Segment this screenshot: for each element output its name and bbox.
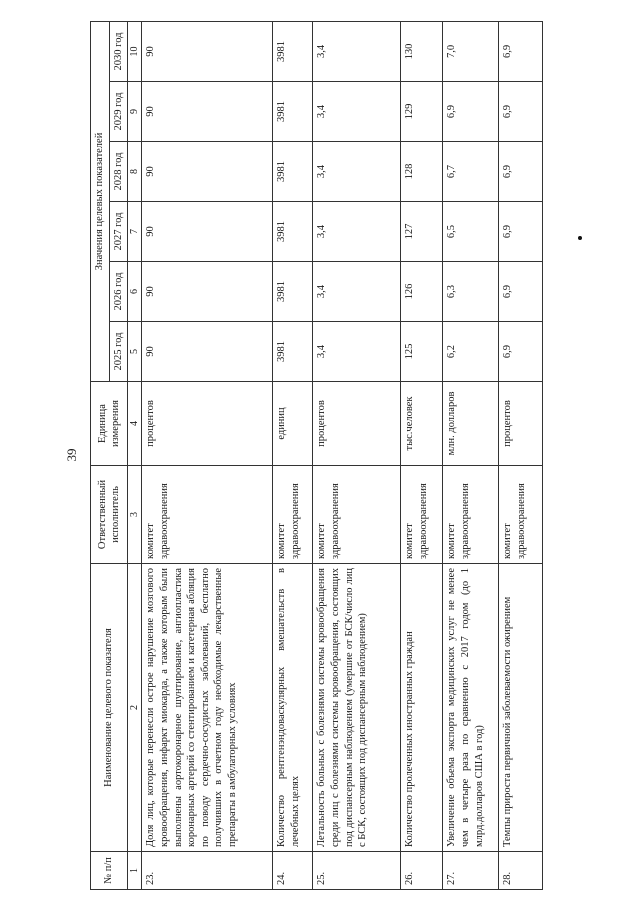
- indicators-table: [90, 21, 543, 890]
- indicator-name: Увеличение объема экспорта медицинских услуг не менее чем в четыре раза по сравнению с 2017 годом (до 1 млрд.долларов США в год): [443, 564, 499, 852]
- value-2029: 6,9: [499, 82, 543, 142]
- value-2028: 90: [142, 142, 273, 202]
- header-name: Наименование целевого показателя: [91, 564, 128, 852]
- row-number: 23.: [142, 852, 273, 890]
- value-2027: 127: [401, 202, 443, 262]
- header-year: 2027 год: [109, 202, 128, 262]
- value-2030: 3,4: [313, 21, 401, 81]
- column-number: 1: [128, 852, 142, 890]
- header-no: № п/п: [91, 852, 128, 890]
- page-number: 39: [64, 448, 79, 462]
- header-year: 2025 год: [109, 322, 128, 382]
- header-year: 2029 год: [109, 82, 128, 142]
- indicator-name: Количество рентгенэндоваскулярных вмешательств в лечебных целях: [273, 564, 313, 852]
- column-number: 6: [128, 262, 142, 322]
- value-2028: 6,7: [443, 142, 499, 202]
- column-number: 10: [128, 21, 142, 81]
- value-2025: 3981: [273, 322, 313, 382]
- unit: млн. долларов: [443, 382, 499, 466]
- column-number: 9: [128, 82, 142, 142]
- header-unit: Единица измерения: [91, 382, 128, 466]
- value-2029: 3,4: [313, 82, 401, 142]
- row-number: 24.: [273, 852, 313, 890]
- value-2028: 6,9: [499, 142, 543, 202]
- value-2030: 90: [142, 21, 273, 81]
- value-2030: 7,0: [443, 21, 499, 81]
- column-number: 8: [128, 142, 142, 202]
- header-row-1: [91, 21, 110, 889]
- unit: процентов: [499, 382, 543, 466]
- executor: комитет здравоохранения: [142, 466, 273, 564]
- header-executor: Ответственный исполнитель: [91, 466, 128, 564]
- value-2027: 90: [142, 202, 273, 262]
- executor: комитет здравоохранения: [313, 466, 401, 564]
- table-row: [401, 21, 443, 889]
- value-2028: 3981: [273, 142, 313, 202]
- value-2025: 125: [401, 322, 443, 382]
- value-2027: 6,5: [443, 202, 499, 262]
- executor: комитет здравоохранения: [443, 466, 499, 564]
- value-2025: 6,9: [499, 322, 543, 382]
- value-2027: 3981: [273, 202, 313, 262]
- header-values-group: Значения целевых показателей: [91, 21, 110, 381]
- executor: комитет здравоохранения: [499, 466, 543, 564]
- column-number: 3: [128, 466, 142, 564]
- executor: комитет здравоохранения: [401, 466, 443, 564]
- value-2026: 3,4: [313, 262, 401, 322]
- value-2030: 3981: [273, 21, 313, 81]
- row-number: 27.: [443, 852, 499, 890]
- unit: процентов: [313, 382, 401, 466]
- indicator-name: Количество пролеченных иностранных граждан: [401, 564, 443, 852]
- value-2029: 6,9: [443, 82, 499, 142]
- indicator-name: Темпы прироста первичной заболеваемости ожирением: [499, 564, 543, 852]
- value-2029: 129: [401, 82, 443, 142]
- value-2025: 3,4: [313, 322, 401, 382]
- row-number: 26.: [401, 852, 443, 890]
- rotated-table-container: [90, 22, 600, 890]
- table-row: [142, 21, 273, 889]
- value-2025: 6,2: [443, 322, 499, 382]
- scan-speck: [578, 236, 582, 240]
- value-2027: 6,9: [499, 202, 543, 262]
- value-2026: 6,3: [443, 262, 499, 322]
- unit: единиц: [273, 382, 313, 466]
- column-number: 7: [128, 202, 142, 262]
- value-2029: 3981: [273, 82, 313, 142]
- unit: процентов: [142, 382, 273, 466]
- value-2026: 126: [401, 262, 443, 322]
- value-2025: 90: [142, 322, 273, 382]
- table-row: [499, 21, 543, 889]
- table-row: [273, 21, 313, 889]
- value-2028: 3,4: [313, 142, 401, 202]
- table-row: [443, 21, 499, 889]
- column-number-row: [128, 21, 142, 889]
- indicator-name: Летальность больных с болезнями системы кровообращения среди лиц с болезнями системы кровообращения, состоящих под диспансерным наблюдением (умершие от БСК/число лиц с БСК, состоящих под диспансерным наблюдением): [313, 564, 401, 852]
- table-row: [313, 21, 401, 889]
- row-number: 25.: [313, 852, 401, 890]
- value-2028: 128: [401, 142, 443, 202]
- column-number: 2: [128, 564, 142, 852]
- unit: тыс.человек: [401, 382, 443, 466]
- header-year: 2026 год: [109, 262, 128, 322]
- value-2030: 6,9: [499, 21, 543, 81]
- indicator-name: Доля лиц, которые перенесли острое нарушение мозгового кровообращения, инфаркт миокарда, а также которым были выполнены аортокоронарное шунтирование, ангиопластика коронарных артерий со стентированием и катетерная абляция по поводу сердечно-сосудистых заболеваний, бесплатно получивших в отчетном году необходимые лекарственные препараты в амбулаторных условиях: [142, 564, 273, 852]
- row-number: 28.: [499, 852, 543, 890]
- value-2026: 90: [142, 262, 273, 322]
- executor: комитет здравоохранения: [273, 466, 313, 564]
- header-year: 2030 год: [109, 21, 128, 81]
- value-2027: 3,4: [313, 202, 401, 262]
- column-number: 4: [128, 382, 142, 466]
- value-2026: 6,9: [499, 262, 543, 322]
- value-2026: 3981: [273, 262, 313, 322]
- column-number: 5: [128, 322, 142, 382]
- header-year: 2028 год: [109, 142, 128, 202]
- value-2029: 90: [142, 82, 273, 142]
- value-2030: 130: [401, 21, 443, 81]
